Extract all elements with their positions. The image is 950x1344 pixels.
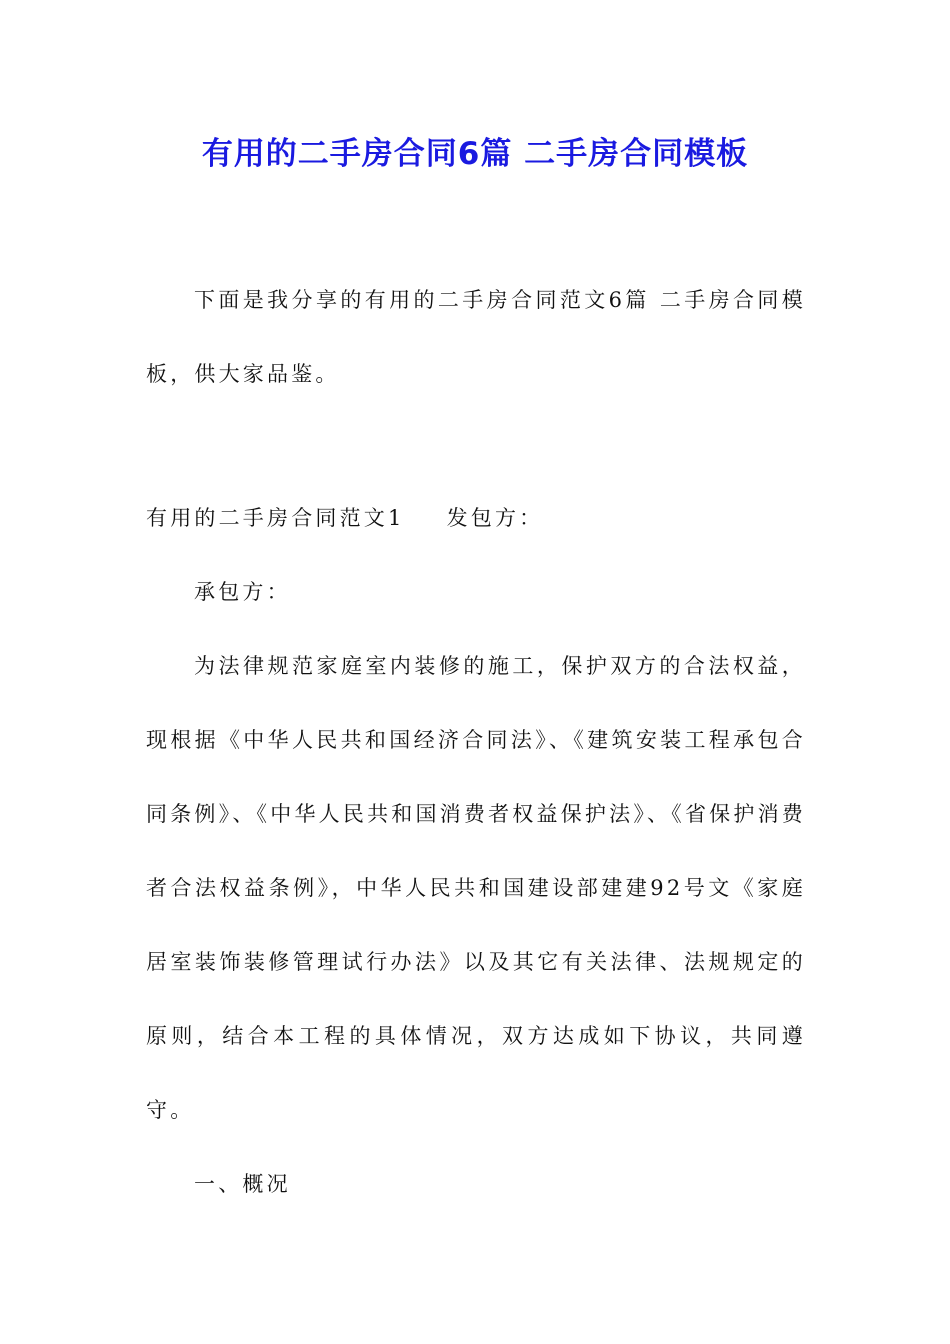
section-heading-line (146, 481, 806, 555)
party-a-label: 发包方： (446, 506, 544, 530)
document-body (146, 263, 806, 1221)
document-title: 有用的二手房合同6篇 二手房合同模板 (201, 136, 749, 172)
body-paragraph: 为法律规范家庭室内装修的施工，保护双方的合法权益，现根据《中华人民共和国经济合同法》、《建筑安装工程承包合同条例》、《中华人民共和国消费者权益保护法》、《省保护消费者合法权益条例》，中华人民共和国建设部建建92号文《家庭居室装饰装修管理试行办法》以及其它有关法律、法规规定的原则，结合本工程的具体情况，双方达成如下协议，共同遵守。 (146, 654, 806, 1122)
party-b-label: 承包方： (194, 580, 291, 604)
section-1-heading: 一、概况 (194, 1172, 291, 1196)
intro-paragraph: 下面是我分享的有用的二手房合同范文6篇 二手房合同模板，供大家品鉴。 (146, 288, 806, 386)
section-heading: 有用的二手房合同范文1 (146, 506, 405, 530)
